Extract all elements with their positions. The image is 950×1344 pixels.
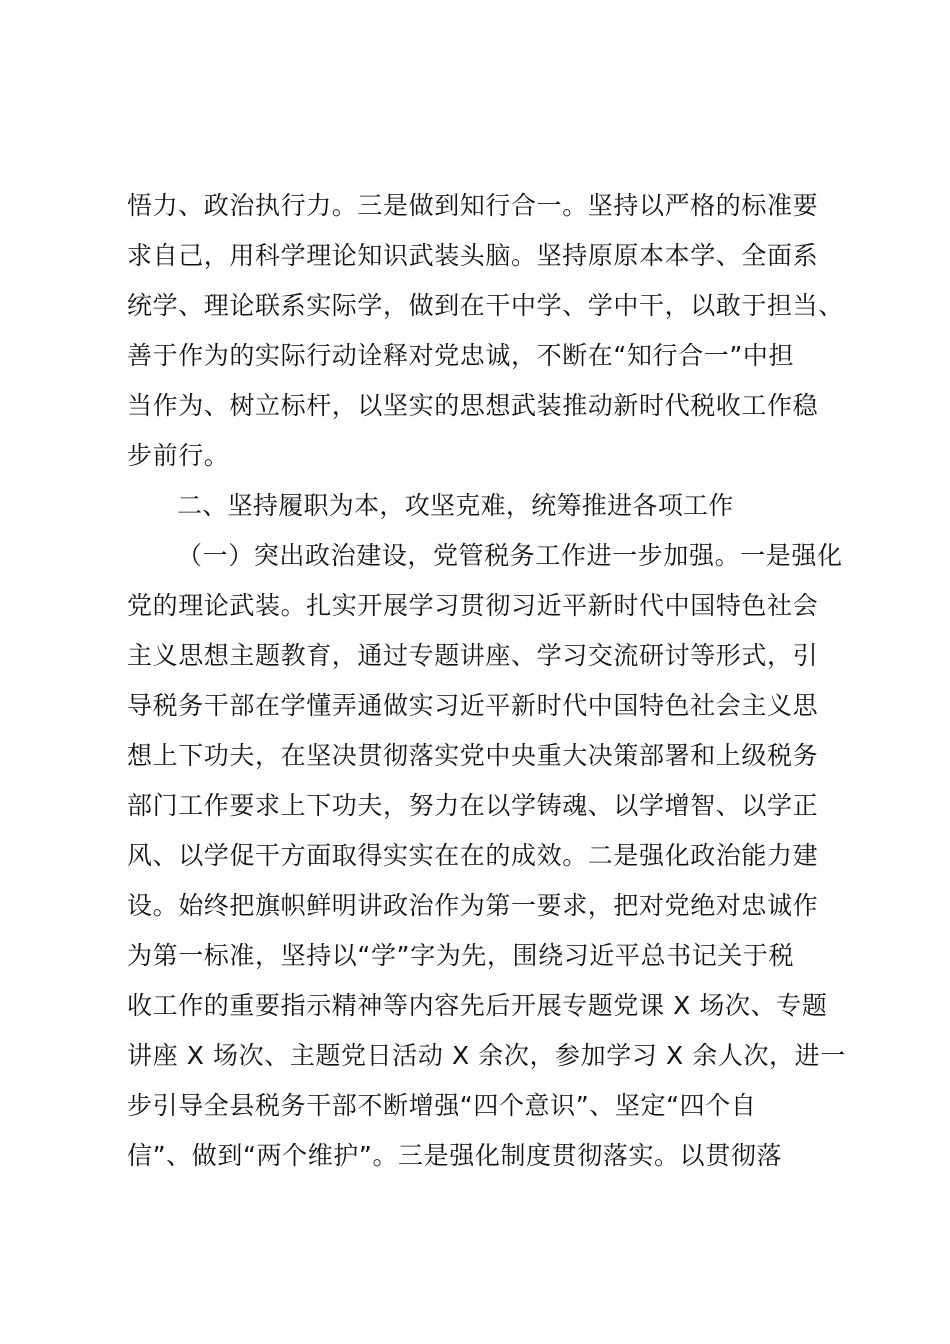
body-text-line: 风、以学促干方面取得实实在在的成效。二是强化政治能力建 [127,841,819,870]
body-text-line: 党的理论武装。扎实开展学习贯彻习近平新时代中国特色社会 [127,591,819,620]
body-text-line: 为第一标准，坚持以“学”字为先，围绕习近平总书记关于税 [127,941,795,970]
body-text-line: 善于作为的实际行动诠释对党忠诚，不断在“知行合一”中担 [127,341,795,370]
body-text-line: 收工作的重要指示精神等内容先后开展专题党课 X 场次、专题 [127,991,828,1020]
body-text-line: 部门工作要求上下功夫，努力在以学铸魂、以学增智、以学正 [127,791,819,820]
body-text-line: 求自己，用科学理论知识武装头脑。坚持原原本本学、全面系 [127,241,819,270]
body-text-line: 信”、做到“两个维护”。三是强化制度贯彻落实。以贯彻落 [127,1141,783,1170]
section-heading: 二、坚持履职为本，攻坚克难，统筹推进各项工作 [177,491,734,520]
body-text-line: 悟力、政治执行力。三是做到知行合一。坚持以严格的标准要 [127,191,819,220]
body-text-line: 讲座 X 场次、主题党日活动 X 余次，参加学习 X 余人次，进一 [127,1041,846,1070]
body-text-line: 当作为、树立标杆，以坚实的思想武装推动新时代税收工作稳 [127,391,819,420]
body-text-line: 主义思想主题教育，通过专题讲座、学习交流研讨等形式，引 [127,641,819,670]
subsection-heading-line: （一）突出政治建设，党管税务工作进一步加强。一是强化 [177,541,843,570]
body-text-line: 统学、理论联系实际学，做到在干中学、学中干，以敢于担当、 [127,291,844,320]
body-text-line: 步前行。 [127,441,230,470]
body-text-line: 想上下功夫，在坚决贯彻落实党中央重大决策部署和上级税务 [127,741,819,770]
body-text-line: 设。始终把旗帜鲜明讲政治作为第一要求，把对党绝对忠诚作 [127,891,819,920]
body-text-line: 步引导全县税务干部不断增强“四个意识”、坚定“四个自 [127,1091,757,1120]
body-text-line: 导税务干部在学懂弄通做实习近平新时代中国特色社会主义思 [127,691,819,720]
